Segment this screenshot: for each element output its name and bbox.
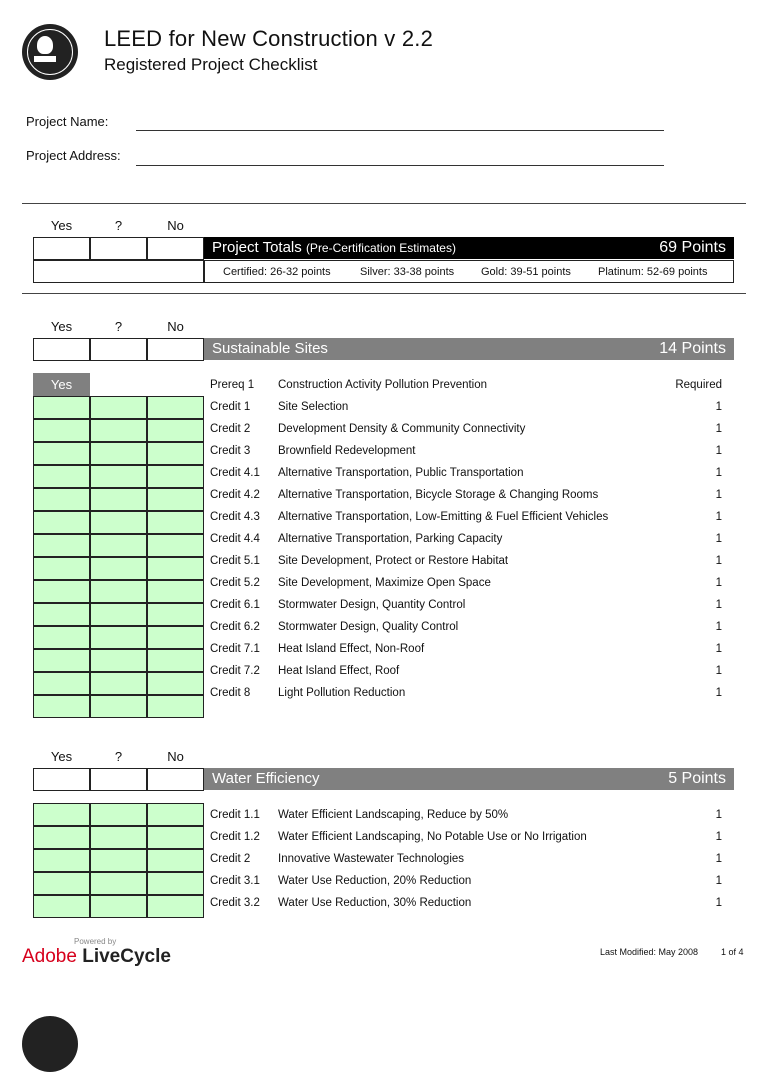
credit-maybe-cell[interactable]	[90, 803, 147, 826]
project-name-label: Project Name:	[26, 114, 109, 129]
credit-name: Innovative Wastewater Technologies	[278, 853, 465, 865]
credit-pts: 1	[715, 423, 722, 435]
credit-maybe-cell[interactable]	[90, 580, 147, 603]
level-certified: Certified: 26-32 points	[223, 266, 331, 278]
credit-row	[210, 848, 722, 870]
credit-name: Site Selection	[278, 401, 349, 413]
credit-row	[210, 462, 722, 484]
credit-maybe-cell[interactable]	[90, 603, 147, 626]
credit-no-cell[interactable]	[147, 396, 204, 419]
col-maybe-header: ?	[114, 319, 123, 334]
we-total-no[interactable]	[147, 768, 204, 791]
credit-pts: 1	[715, 809, 722, 821]
checkbox-row	[33, 849, 204, 872]
credit-name: Brownfield Redevelopment	[278, 445, 416, 457]
we-checkbox-grid	[33, 803, 204, 918]
credit-pts: 1	[715, 831, 722, 843]
credit-row	[210, 892, 722, 914]
credit-name: Water Efficient Landscaping, No Potable Use or No Irrigation	[278, 831, 587, 843]
credit-no-cell[interactable]	[147, 803, 204, 826]
credit-code: Credit 3.1	[210, 875, 260, 887]
credit-no-cell[interactable]	[147, 580, 204, 603]
page-subtitle: Registered Project Checklist	[104, 55, 318, 74]
credit-name: Alternative Transportation, Bicycle Storage & Changing Rooms	[278, 489, 599, 501]
credit-yes-cell[interactable]	[33, 603, 90, 626]
credit-pts: 1	[715, 555, 722, 567]
credit-row	[210, 374, 722, 396]
credit-name: Stormwater Design, Quality Control	[278, 621, 459, 633]
we-total-yes[interactable]	[33, 768, 90, 791]
credit-name: Stormwater Design, Quantity Control	[278, 599, 466, 611]
credit-maybe-cell[interactable]	[90, 465, 147, 488]
credit-no-cell[interactable]	[147, 603, 204, 626]
credit-yes-cell[interactable]	[33, 803, 90, 826]
credit-code: Credit 5.1	[210, 555, 260, 567]
credit-yes-cell[interactable]	[33, 557, 90, 580]
credit-pts: 1	[715, 445, 722, 457]
credit-maybe-cell[interactable]	[90, 895, 147, 918]
credit-code: Credit 1.1	[210, 809, 260, 821]
credit-name: Water Efficient Landscaping, Reduce by 50%	[278, 809, 509, 821]
powered-by-label: Powered by	[74, 937, 117, 946]
project-address-field[interactable]	[136, 165, 664, 166]
project-name-field[interactable]	[136, 130, 664, 131]
credit-pts: 1	[715, 511, 722, 523]
credit-pts: 1	[715, 401, 722, 413]
sustainable-sites-bar	[204, 338, 734, 360]
section-title: Water Efficiency	[212, 770, 320, 787]
credit-maybe-cell[interactable]	[90, 442, 147, 465]
credit-yes-cell[interactable]	[33, 626, 90, 649]
credit-row	[210, 594, 722, 616]
credit-name: Heat Island Effect, Roof	[278, 665, 400, 677]
credit-maybe-cell[interactable]	[90, 649, 147, 672]
credit-name: Water Use Reduction, 20% Reduction	[278, 875, 472, 887]
credit-yes-cell[interactable]	[33, 534, 90, 557]
prereq-yes-badge: Yes	[33, 373, 90, 396]
credit-code: Credit 7.2	[210, 665, 260, 677]
credit-code: Credit 1	[210, 401, 251, 413]
level-gold: Gold: 39-51 points	[481, 266, 571, 278]
credit-row	[210, 826, 722, 848]
col-yes-header: Yes	[50, 218, 73, 233]
credit-maybe-cell[interactable]	[90, 695, 147, 718]
ss-total-yes[interactable]	[33, 338, 90, 361]
credit-maybe-cell[interactable]	[90, 849, 147, 872]
credit-name: Site Development, Maximize Open Space	[278, 577, 491, 589]
checkbox-row	[33, 826, 204, 849]
credit-no-cell[interactable]	[147, 672, 204, 695]
usgbc-leed-seal-icon	[22, 24, 78, 80]
credit-row	[210, 440, 722, 462]
credit-code: Credit 2	[210, 853, 251, 865]
col-yes-header: Yes	[50, 319, 73, 334]
ss-checkbox-grid	[33, 396, 204, 718]
credit-name: Development Density & Community Connectivity	[278, 423, 526, 435]
credit-no-cell[interactable]	[147, 895, 204, 918]
credit-row	[210, 550, 722, 572]
project-totals-bar	[204, 237, 734, 259]
credit-code: Credit 8	[210, 687, 251, 699]
credit-maybe-cell[interactable]	[90, 826, 147, 849]
credit-maybe-cell[interactable]	[90, 419, 147, 442]
credit-pts: 1	[715, 533, 722, 545]
checkbox-row	[33, 557, 204, 580]
credit-yes-cell[interactable]	[33, 396, 90, 419]
credit-yes-cell[interactable]	[33, 465, 90, 488]
totals-maybe-input[interactable]	[90, 237, 147, 260]
credit-row	[210, 572, 722, 594]
checkbox-row	[33, 396, 204, 419]
col-yes-header: Yes	[50, 749, 73, 764]
adobe-livecycle-logo	[22, 946, 171, 968]
credit-no-cell[interactable]	[147, 557, 204, 580]
credit-row	[210, 506, 722, 528]
credit-code: Credit 4.3	[210, 511, 260, 523]
credit-yes-cell[interactable]	[33, 649, 90, 672]
checkbox-row	[33, 695, 204, 718]
checkbox-row	[33, 672, 204, 695]
col-no-header: No	[167, 319, 184, 334]
credit-code: Credit 4.4	[210, 533, 260, 545]
credit-row	[210, 660, 722, 682]
credit-code: Credit 1.2	[210, 831, 260, 843]
checkbox-row	[33, 465, 204, 488]
col-no-header: No	[167, 218, 184, 233]
credit-name: Site Development, Protect or Restore Habitat	[278, 555, 509, 567]
level-platinum: Platinum: 52-69 points	[598, 266, 708, 278]
ss-total-maybe[interactable]	[90, 338, 147, 361]
credit-name: Light Pollution Reduction	[278, 687, 406, 699]
checkbox-row	[33, 534, 204, 557]
level-silver: Silver: 33-38 points	[360, 266, 455, 278]
project-totals-title: Project Totals	[212, 239, 302, 256]
we-credit-list	[210, 804, 722, 914]
last-modified: Last Modified: May 2008	[600, 947, 699, 957]
section-title: Sustainable Sites	[212, 340, 328, 357]
credit-pts: 1	[715, 897, 722, 909]
ss-total-no[interactable]	[147, 338, 204, 361]
credit-yes-cell[interactable]	[33, 419, 90, 442]
checkbox-row	[33, 895, 204, 918]
divider	[22, 293, 746, 294]
credit-yes-cell[interactable]	[33, 488, 90, 511]
usgbc-leed-seal-icon	[22, 1016, 78, 1072]
credit-no-cell[interactable]	[147, 626, 204, 649]
checkbox-row	[33, 626, 204, 649]
credit-yes-cell[interactable]	[33, 672, 90, 695]
credit-pts: 1	[715, 643, 722, 655]
credit-code: Credit 6.1	[210, 599, 260, 611]
credit-row	[210, 804, 722, 826]
col-maybe-header: ?	[114, 218, 123, 233]
credit-name: Alternative Transportation, Public Transportation	[278, 467, 524, 479]
credit-row	[210, 396, 722, 418]
credit-no-cell[interactable]	[147, 649, 204, 672]
credit-code: Credit 4.1	[210, 467, 260, 479]
credit-no-cell[interactable]	[147, 511, 204, 534]
credit-code: Credit 3	[210, 445, 251, 457]
water-efficiency-bar	[204, 768, 734, 790]
checkbox-row	[33, 649, 204, 672]
checkbox-row	[33, 872, 204, 895]
credit-row	[210, 870, 722, 892]
credit-no-cell[interactable]	[147, 488, 204, 511]
adobe-brand: Adobe	[22, 946, 77, 967]
credit-no-cell[interactable]	[147, 465, 204, 488]
credit-code: Credit 6.2	[210, 621, 260, 633]
credit-pts: 1	[715, 621, 722, 633]
ss-credit-list	[210, 374, 722, 704]
credit-yes-cell[interactable]	[33, 826, 90, 849]
credit-no-cell[interactable]	[147, 849, 204, 872]
checkbox-row	[33, 580, 204, 603]
credit-yes-cell[interactable]	[33, 872, 90, 895]
credit-maybe-cell[interactable]	[90, 872, 147, 895]
checkbox-row	[33, 511, 204, 534]
credit-maybe-cell[interactable]	[90, 396, 147, 419]
credit-row	[210, 528, 722, 550]
page-number: 1 of 4	[721, 947, 744, 957]
credit-row	[210, 418, 722, 440]
credit-code: Prereq 1	[210, 379, 255, 391]
credit-row	[210, 616, 722, 638]
credit-no-cell[interactable]	[147, 534, 204, 557]
checkbox-row	[33, 419, 204, 442]
divider	[22, 203, 746, 204]
credit-name: Heat Island Effect, Non-Roof	[278, 643, 425, 655]
credit-code: Credit 4.2	[210, 489, 260, 501]
totals-yes-input[interactable]	[33, 237, 90, 260]
project-address-label: Project Address:	[26, 148, 121, 163]
totals-blank-row	[33, 260, 204, 283]
credit-row	[210, 638, 722, 660]
col-maybe-header: ?	[114, 749, 123, 764]
credit-yes-cell[interactable]	[33, 580, 90, 603]
we-total-maybe[interactable]	[90, 768, 147, 791]
credit-row	[210, 682, 722, 704]
project-totals-note: (Pre-Certification Estimates)	[305, 241, 456, 255]
credit-no-cell[interactable]	[147, 826, 204, 849]
credit-row	[210, 484, 722, 506]
section-points: 5 Points	[668, 770, 726, 787]
credit-maybe-cell[interactable]	[90, 626, 147, 649]
project-totals-points: 69 Points	[659, 239, 726, 256]
section-points: 14 Points	[659, 340, 726, 357]
checkbox-row	[33, 442, 204, 465]
totals-no-input[interactable]	[147, 237, 204, 260]
credit-code: Credit 5.2	[210, 577, 260, 589]
credit-pts: 1	[715, 875, 722, 887]
credit-pts: 1	[715, 489, 722, 501]
credit-yes-cell[interactable]	[33, 695, 90, 718]
credit-name: Construction Activity Pollution Prevention	[278, 379, 488, 391]
credit-pts: 1	[715, 687, 722, 699]
col-no-header: No	[167, 749, 184, 764]
checkbox-row	[33, 603, 204, 626]
credit-yes-cell[interactable]	[33, 442, 90, 465]
credit-maybe-cell[interactable]	[90, 511, 147, 534]
credit-pts: 1	[715, 577, 722, 589]
credit-no-cell[interactable]	[147, 419, 204, 442]
checkbox-row	[33, 803, 204, 826]
credit-no-cell[interactable]	[147, 695, 204, 718]
credit-name: Alternative Transportation, Low-Emitting & Fuel Efficient Vehicles	[278, 511, 609, 523]
credit-pts: Required	[675, 379, 722, 391]
credit-pts: 1	[715, 853, 722, 865]
credit-pts: 1	[715, 665, 722, 677]
credit-no-cell[interactable]	[147, 442, 204, 465]
livecycle-brand: LiveCycle	[82, 946, 171, 967]
credit-pts: 1	[715, 467, 722, 479]
credit-name: Alternative Transportation, Parking Capacity	[278, 533, 503, 545]
credit-maybe-cell[interactable]	[90, 557, 147, 580]
credit-code: Credit 3.2	[210, 897, 260, 909]
credit-code: Credit 7.1	[210, 643, 260, 655]
credit-yes-cell[interactable]	[33, 895, 90, 918]
credit-maybe-cell[interactable]	[90, 672, 147, 695]
credit-code: Credit 2	[210, 423, 251, 435]
page-title: LEED for New Construction v 2.2	[104, 26, 434, 51]
credit-maybe-cell[interactable]	[90, 534, 147, 557]
credit-pts: 1	[715, 599, 722, 611]
credit-no-cell[interactable]	[147, 872, 204, 895]
credit-yes-cell[interactable]	[33, 849, 90, 872]
credit-maybe-cell[interactable]	[90, 488, 147, 511]
certification-levels	[204, 260, 734, 283]
checkbox-row	[33, 488, 204, 511]
credit-name: Water Use Reduction, 30% Reduction	[278, 897, 472, 909]
credit-yes-cell[interactable]	[33, 511, 90, 534]
